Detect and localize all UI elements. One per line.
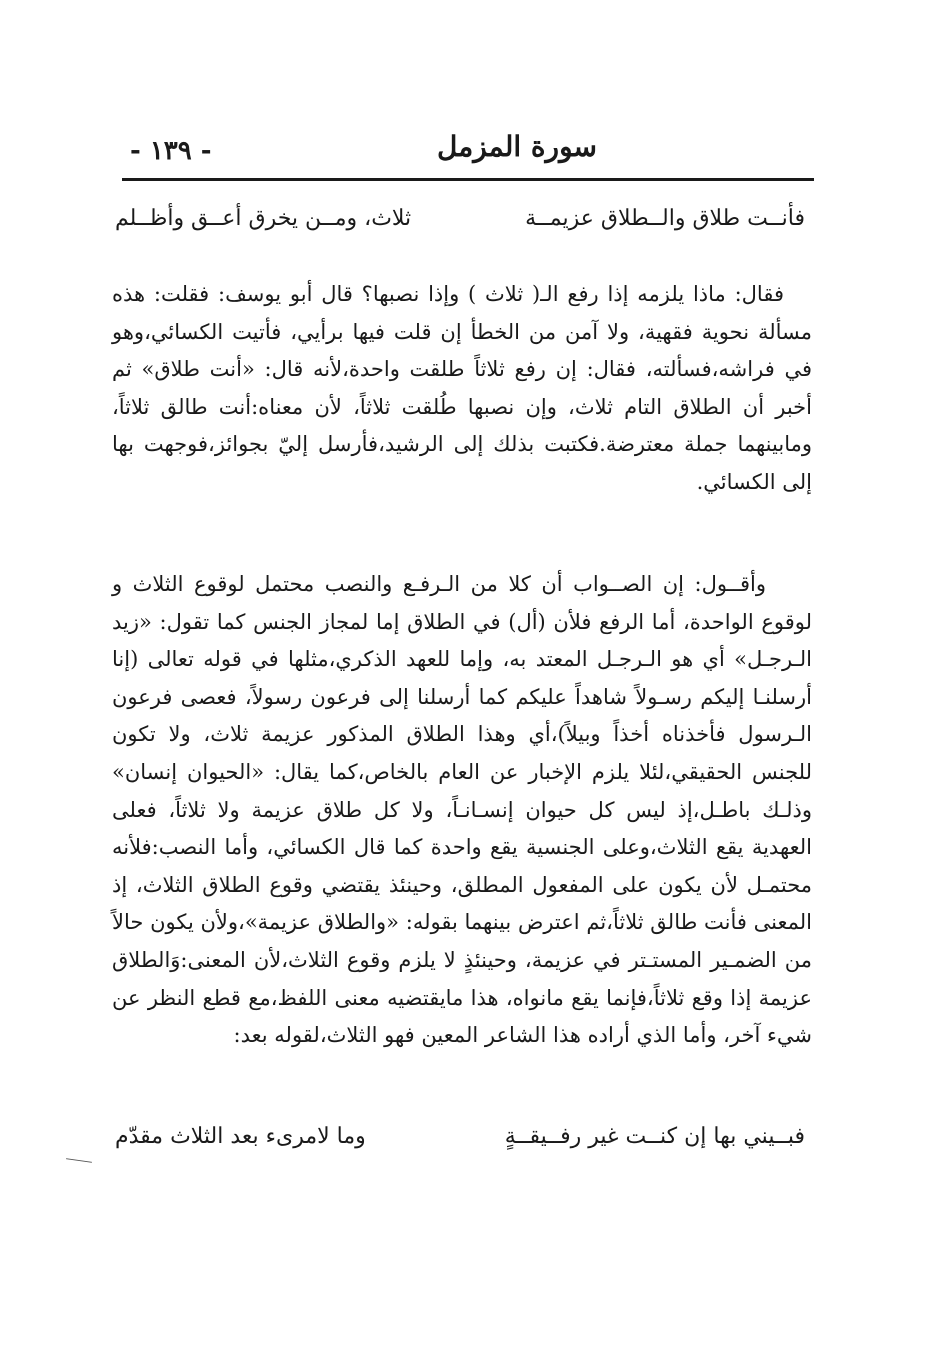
margin-mark xyxy=(66,1158,92,1163)
verse-bottom-hemistich-1: فبــيني بها إن كنــت غير رفــيقــةٍ xyxy=(504,1124,805,1149)
paragraph-2: وأقــول: إن الصــواب أن كلا من الـرفـع والنصب محتمل لوقوع الثلاث و لوقوع الواحدة، أما الرفع فلأن (أل) في الطلاق إما لمجاز الجنس كما تقول: «زيد الـرجـل» أي هو الـرجـل المعتد به، وإما للعهد الذكري،مثلها في قوله تعالى (إنا أرسلنـا إليكم رسـولاً شاهداً عليكم كما أرسلنا إلى فرعون رسولاً، فعصى فرعون الـرسول فأخذناه أخذاً وبيلاً)،أي وهذا الطلاق المذكور عزيمة ثلاث، ولا تكون للجنس الحقيقي،لئلا يلزم الإخبار عن العام بالخاص،كما يقال: «الحيوان إنسان» وذلـك باطـل،إذ ليس كل حيوان إنسـانـاً، ولا كل طلاق عزيمة ولا ثلاثاً، فعلى العهدية يقع الثلاث،وعلى الجنسية يقع واحدة كما قال الكسائي، وأما النصب:فلأنه محتمـل لأن يكون على المفعول المطلق، وحينئذ يقتضي وقوع الطلاق الثلاث، إذ المعنى فأنت طالق ثلاثاً،ثم اعترض بينهما بقوله: «والطلاق عزيمة»،ولأن يكون حالاً من الضمـير المستـتر في عزيمة، وحينئذٍ لا يلزم وقوع الثلاث،لأن المعنى:وَالطلاق عزيمة إذا وقع ثلاثاً،فإنما يقع مانواه، هذا مايقتضيه معنى اللفظ،مع قطع النظر عن شيء آخر، وأما الذي أراده هذا الشاعر المعين فهو الثلاث،لقوله بعد: xyxy=(112,572,812,1048)
verse-bottom xyxy=(115,1124,805,1160)
surah-title: سورة المزمل xyxy=(436,130,597,163)
verse-top xyxy=(115,206,805,242)
paragraph-1: فقال: ماذا يلزمه إذا رفع الـ( ثلاث ) وإذا نصبها؟ قال أبو يوسف: فقلت: هذه مسألة نحوية فقهية، ولا آمن من الخطأ إن قلت فيها برأيي، فأتيت الكسائي،وهو في فراشه،فسألته، فقال: إن رفع ثلاثاً طلقت واحدة،لأنه قال: «أنت طلاق» ثم أخبر أن الطلاق التام ثلاث، وإن نصبها طُلقت ثلاثاً، لأن معناه:أنت طالق ثلاثاً، ومابينهما جملة معترضة.فكتبت بذلك إلى الرشيد،فأرسل إليّ بجوائز،فوجهت بها إلى الكسائي. xyxy=(112,282,812,494)
verse-top-hemistich-1: فأنــت طلاق والــطلاق عزيمــة xyxy=(525,206,805,231)
verse-bottom-hemistich-2: وما لامرىء بعد الثلاث مقدّم xyxy=(115,1124,366,1149)
page-header xyxy=(122,130,812,174)
page-number: - ١٣٩ - xyxy=(130,136,212,166)
verse-top-hemistich-2: ثلاث، ومــن يخرق أعــق وأظــلم xyxy=(115,206,412,231)
header-rule xyxy=(122,178,814,181)
